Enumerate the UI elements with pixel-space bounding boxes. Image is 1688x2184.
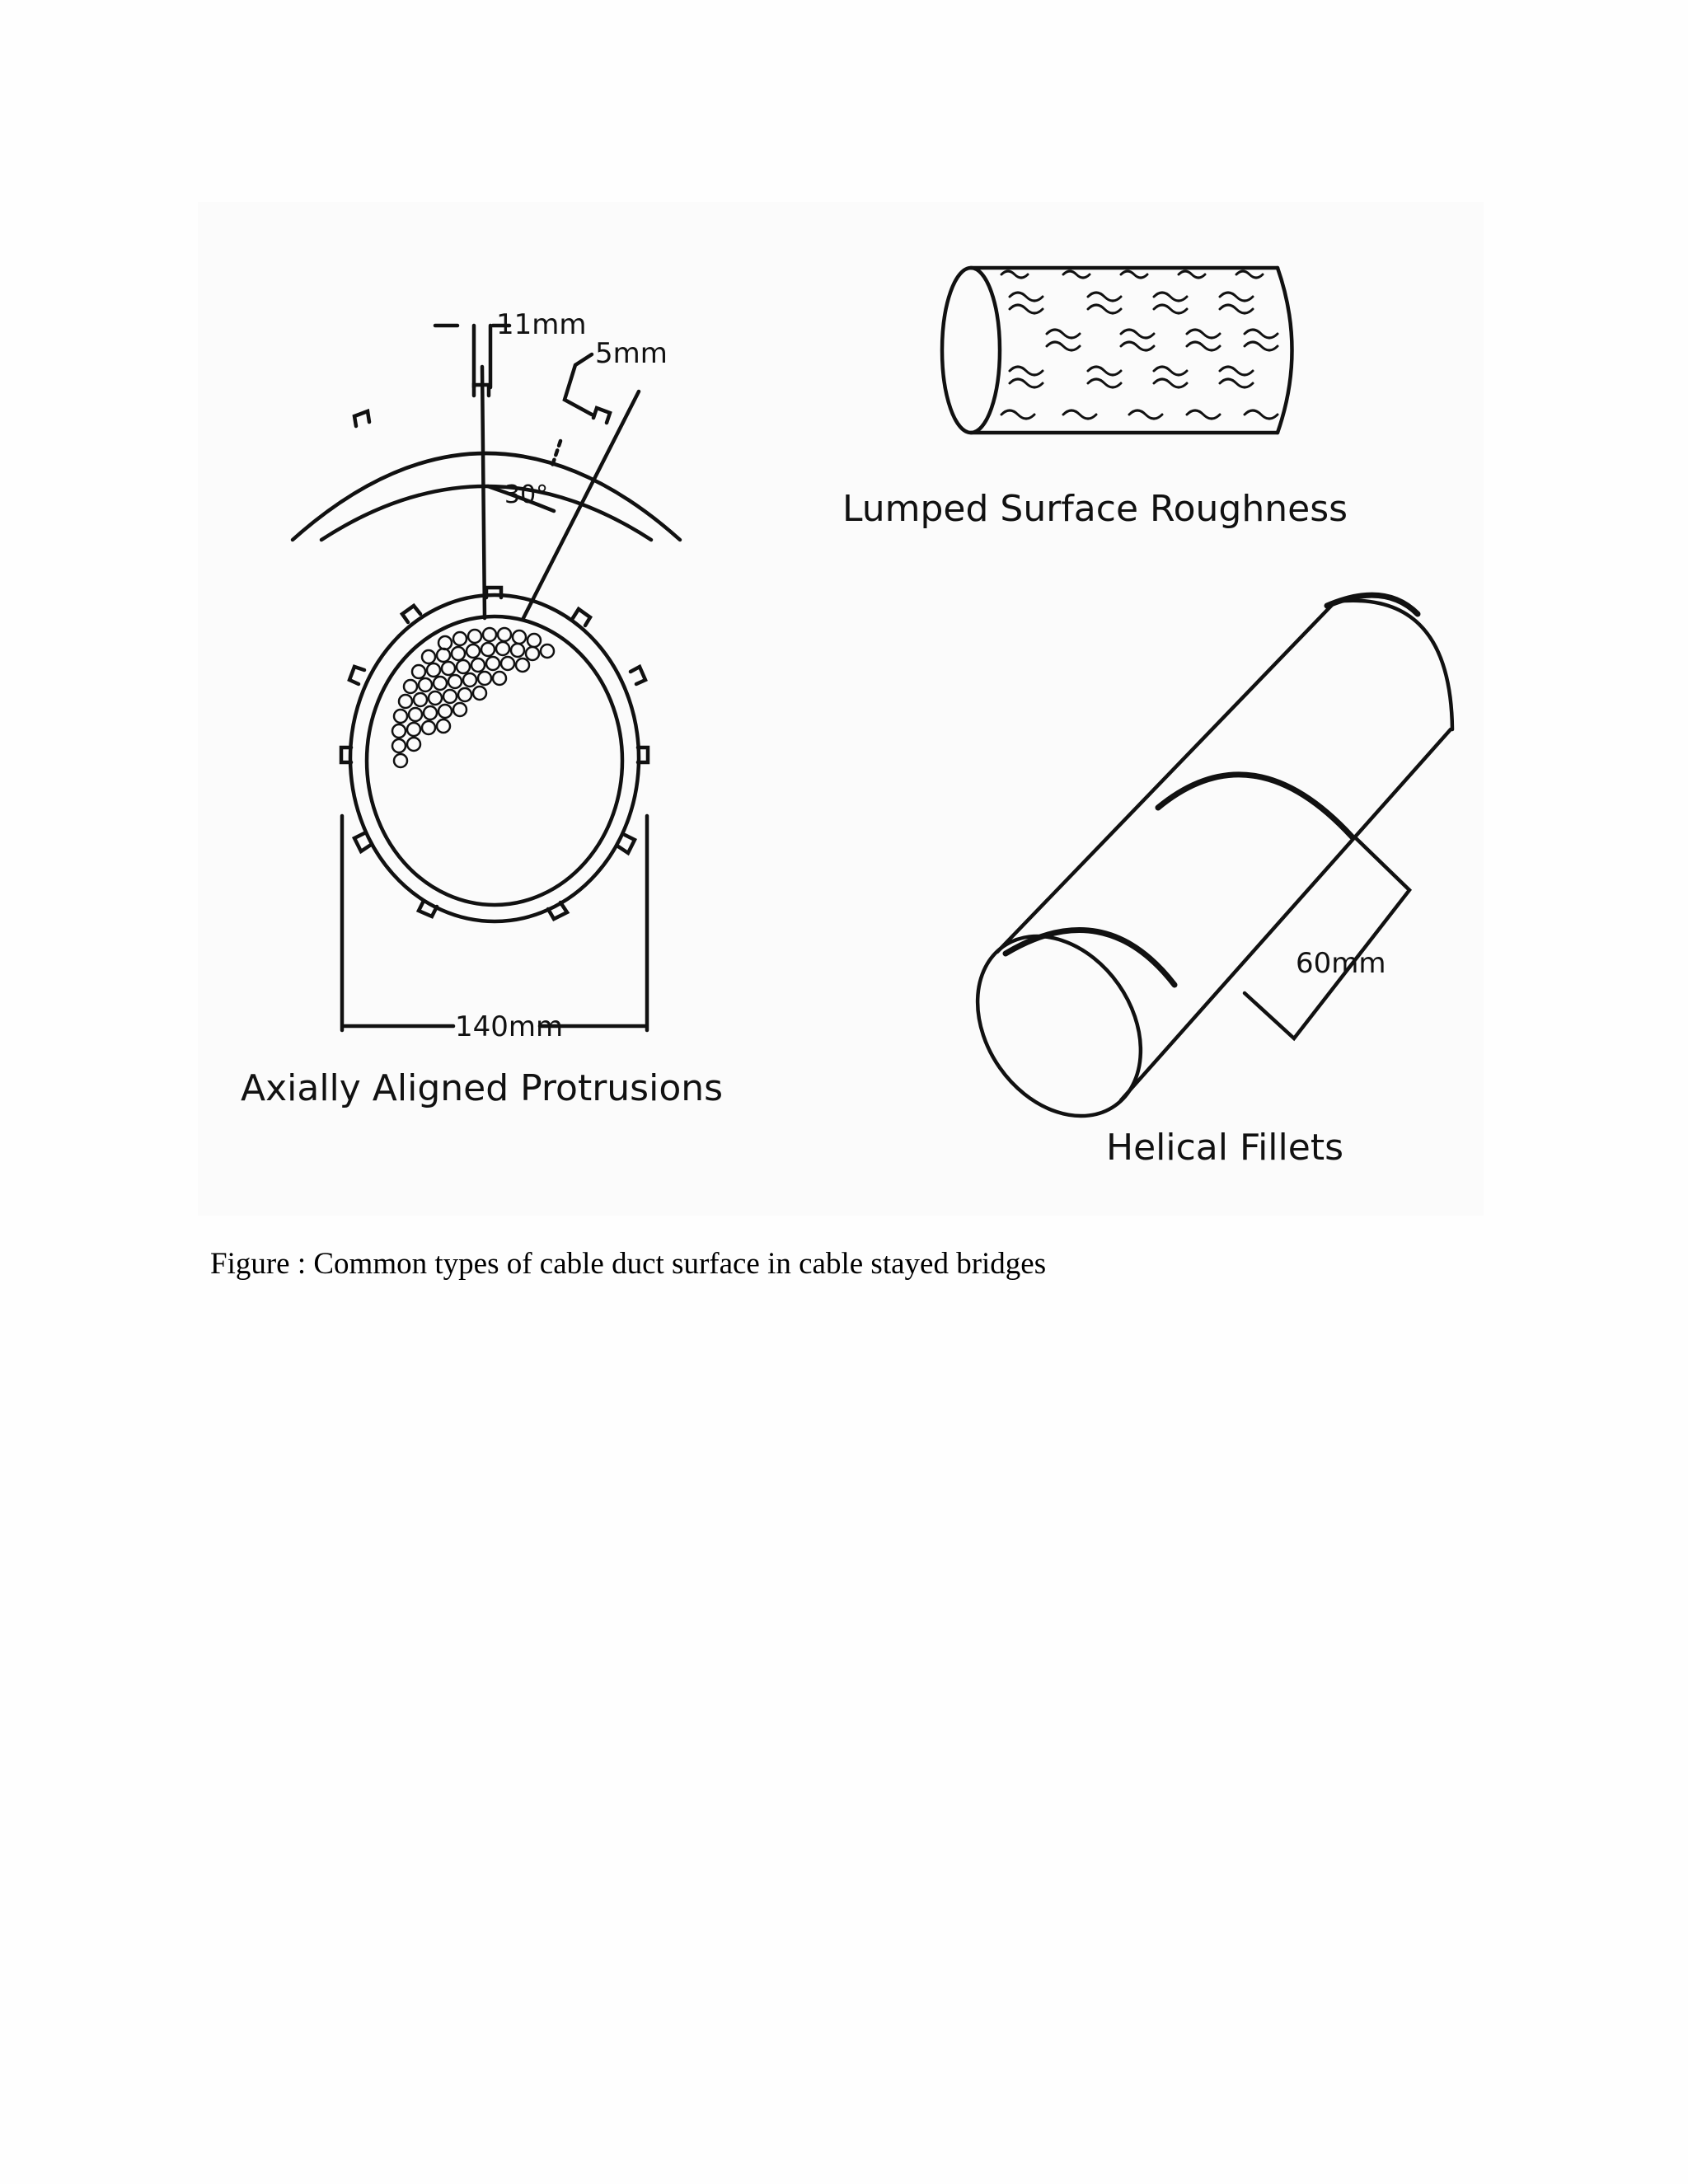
- duct-inner-ring: [367, 616, 622, 905]
- cylinder-end-left: [942, 268, 1000, 433]
- lumped-roughness-diagram: [942, 268, 1292, 433]
- cable-duct-figure: [198, 202, 1484, 1216]
- detail-inner-arc: [321, 486, 651, 540]
- tube-far-end: [1335, 601, 1452, 729]
- cylinder-end-right: [1278, 268, 1292, 433]
- detail-outer-arc: [293, 453, 680, 540]
- dim-rib-width: 11mm: [496, 308, 587, 341]
- helical-title: Helical Fillets: [1106, 1127, 1343, 1169]
- figure-caption: Figure : Common types of cable duct surface in cable stayed bridges: [210, 1247, 1047, 1281]
- helical-fillet-2: [1158, 775, 1352, 837]
- lumped-title: Lumped Surface Roughness: [842, 488, 1348, 530]
- strand-bundle: [392, 628, 554, 767]
- dim-duct-width: 140mm: [455, 1010, 564, 1043]
- axial-protrusions-diagram: [293, 326, 680, 1030]
- dim-rib-height: 5mm: [595, 337, 668, 370]
- tube-upper-edge: [997, 602, 1335, 952]
- rib-height-leader: [565, 354, 592, 415]
- detail-rib-left: [354, 411, 369, 426]
- radial-line-vertical: [482, 367, 485, 618]
- figure-drawing: [198, 202, 1484, 1216]
- axial-title: Axially Aligned Protrusions: [241, 1067, 724, 1109]
- dim-angle: 30°: [504, 480, 549, 509]
- detail-rib-right: [593, 408, 610, 423]
- helical-fillets-diagram: [944, 595, 1452, 1147]
- roughness-lumps: [1001, 271, 1278, 419]
- dim-pitch: 60mm: [1296, 947, 1386, 980]
- tube-end-ellipse: [944, 905, 1175, 1147]
